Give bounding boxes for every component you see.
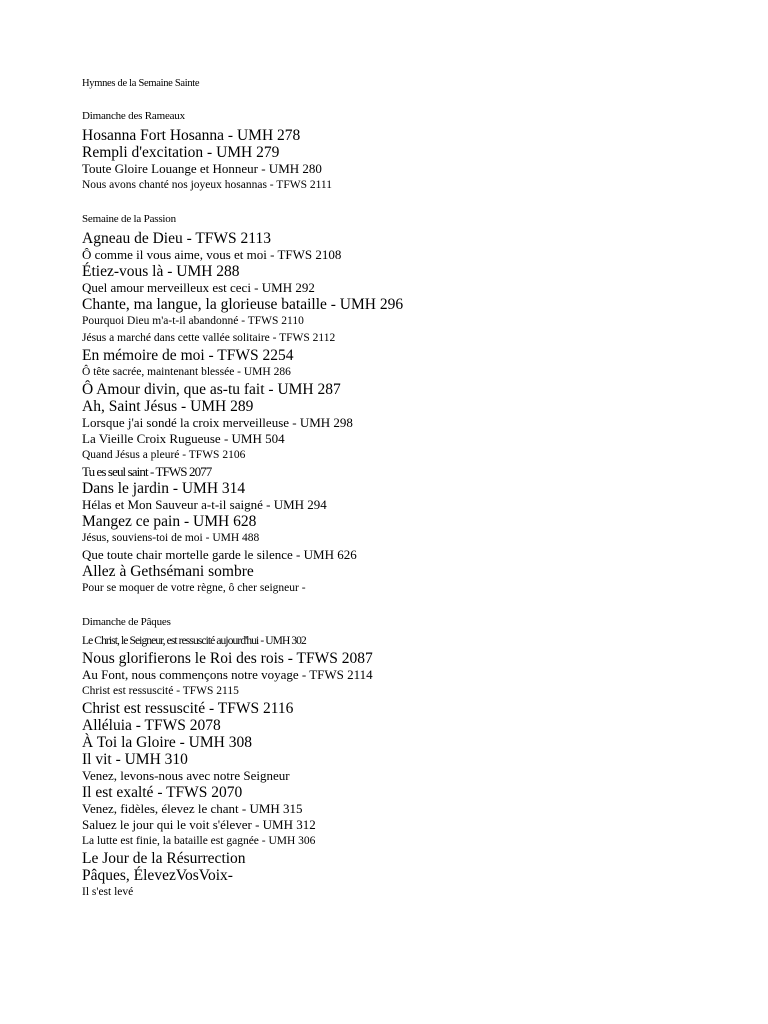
hymn-entry: Christ est ressuscité - TFWS 2115 <box>82 685 239 697</box>
hymn-entry: Ô Amour divin, que as-tu fait - UMH 287 <box>82 381 341 398</box>
hymn-entry: Venez, levons-nous avec notre Seigneur <box>82 768 290 783</box>
hymn-entry: Tu es seul saint - TFWS 2077 <box>82 464 212 479</box>
hymn-entry: Dans le jardin - UMH 314 <box>82 480 246 497</box>
section <box>82 212 742 597</box>
hymn-entry: Hosanna Fort Hosanna - UMH 278 <box>82 127 301 144</box>
hymn-entry: Lorsque j'ai sondé la croix merveilleuse - UMH 298 <box>82 415 353 430</box>
section-heading: Dimanche de Pâques <box>82 616 171 628</box>
hymn-entry: Christ est ressuscité - TFWS 2116 <box>82 700 294 717</box>
hymn-entry: Mangez ce pain - UMH 628 <box>82 513 257 530</box>
document-page <box>82 77 742 901</box>
hymn-entry: Ô tête sacrée, maintenant blessée - UMH 286 <box>82 366 291 378</box>
hymn-entry: Allez à Gethsémani sombre <box>82 563 254 580</box>
hymn-entry: La lutte est finie, la bataille est gagnée - UMH 306 <box>82 835 316 847</box>
hymn-entry: Rempli d'excitation - UMH 279 <box>82 144 280 161</box>
hymn-entry: Pour se moquer de votre règne, ô cher seigneur - <box>82 582 306 594</box>
hymn-entry: Nous avons chanté nos joyeux hosannas - TFWS 2111 <box>82 179 332 191</box>
section-heading: Dimanche des Rameaux <box>82 110 185 122</box>
section <box>82 615 742 901</box>
section-heading: Semaine de la Passion <box>82 213 176 225</box>
hymn-entry: Jésus a marché dans cette vallée solitaire - TFWS 2112 <box>82 332 336 344</box>
hymn-entry: Quand Jésus a pleuré - TFWS 2106 <box>82 449 246 461</box>
hymn-entry: Alléluia - TFWS 2078 <box>82 717 221 734</box>
hymn-entry: Pâques, ÉlevezVosVoix- <box>82 867 233 884</box>
hymn-entry: Il est exalté - TFWS 2070 <box>82 784 243 801</box>
hymn-entry: Quel amour merveilleux est ceci - UMH 292 <box>82 280 315 295</box>
hymn-entry: Il s'est levé <box>82 886 134 898</box>
hymn-entry: Ah, Saint Jésus - UMH 289 <box>82 398 254 415</box>
hymn-entry: Hélas et Mon Sauveur a-t-il saigné - UMH 294 <box>82 497 327 512</box>
document-title: Hymnes de la Semaine Sainte <box>82 78 200 89</box>
hymn-entry: Saluez le jour qui le voit s'élever - UMH 312 <box>82 817 316 832</box>
hymn-entry: Le Jour de la Résurrection <box>82 850 246 867</box>
section <box>82 109 742 194</box>
hymn-entry: En mémoire de moi - TFWS 2254 <box>82 347 294 364</box>
hymn-entry: Nous glorifierons le Roi des rois - TFWS 2087 <box>82 650 373 667</box>
hymn-entry: Au Font, nous commençons notre voyage - TFWS 2114 <box>82 667 373 682</box>
hymn-entry: Agneau de Dieu - TFWS 2113 <box>82 230 271 247</box>
hymn-entry: Ô comme il vous aime, vous et moi - TFWS 2108 <box>82 247 342 262</box>
hymn-entry: Que toute chair mortelle garde le silence - UMH 626 <box>82 547 357 562</box>
hymn-entry: Il vit - UMH 310 <box>82 751 188 768</box>
hymn-entry: Pourquoi Dieu m'a-t-il abandonné - TFWS 2110 <box>82 315 304 327</box>
hymn-entry: Étiez-vous là - UMH 288 <box>82 263 240 280</box>
hymn-entry: Toute Gloire Louange et Honneur - UMH 280 <box>82 161 322 176</box>
hymn-sections <box>82 109 742 901</box>
hymn-entry: Le Christ, le Seigneur, est ressuscité aujourd'hui - UMH 302 <box>82 635 306 647</box>
hymn-entry: Jésus, souviens-toi de moi - UMH 488 <box>82 532 260 544</box>
hymn-entry: À Toi la Gloire - UMH 308 <box>82 734 252 751</box>
hymn-entry: La Vieille Croix Rugueuse - UMH 504 <box>82 431 285 446</box>
hymn-entry: Chante, ma langue, la glorieuse bataille - UMH 296 <box>82 296 404 313</box>
hymn-entry: Venez, fidèles, élevez le chant - UMH 315 <box>82 801 303 816</box>
